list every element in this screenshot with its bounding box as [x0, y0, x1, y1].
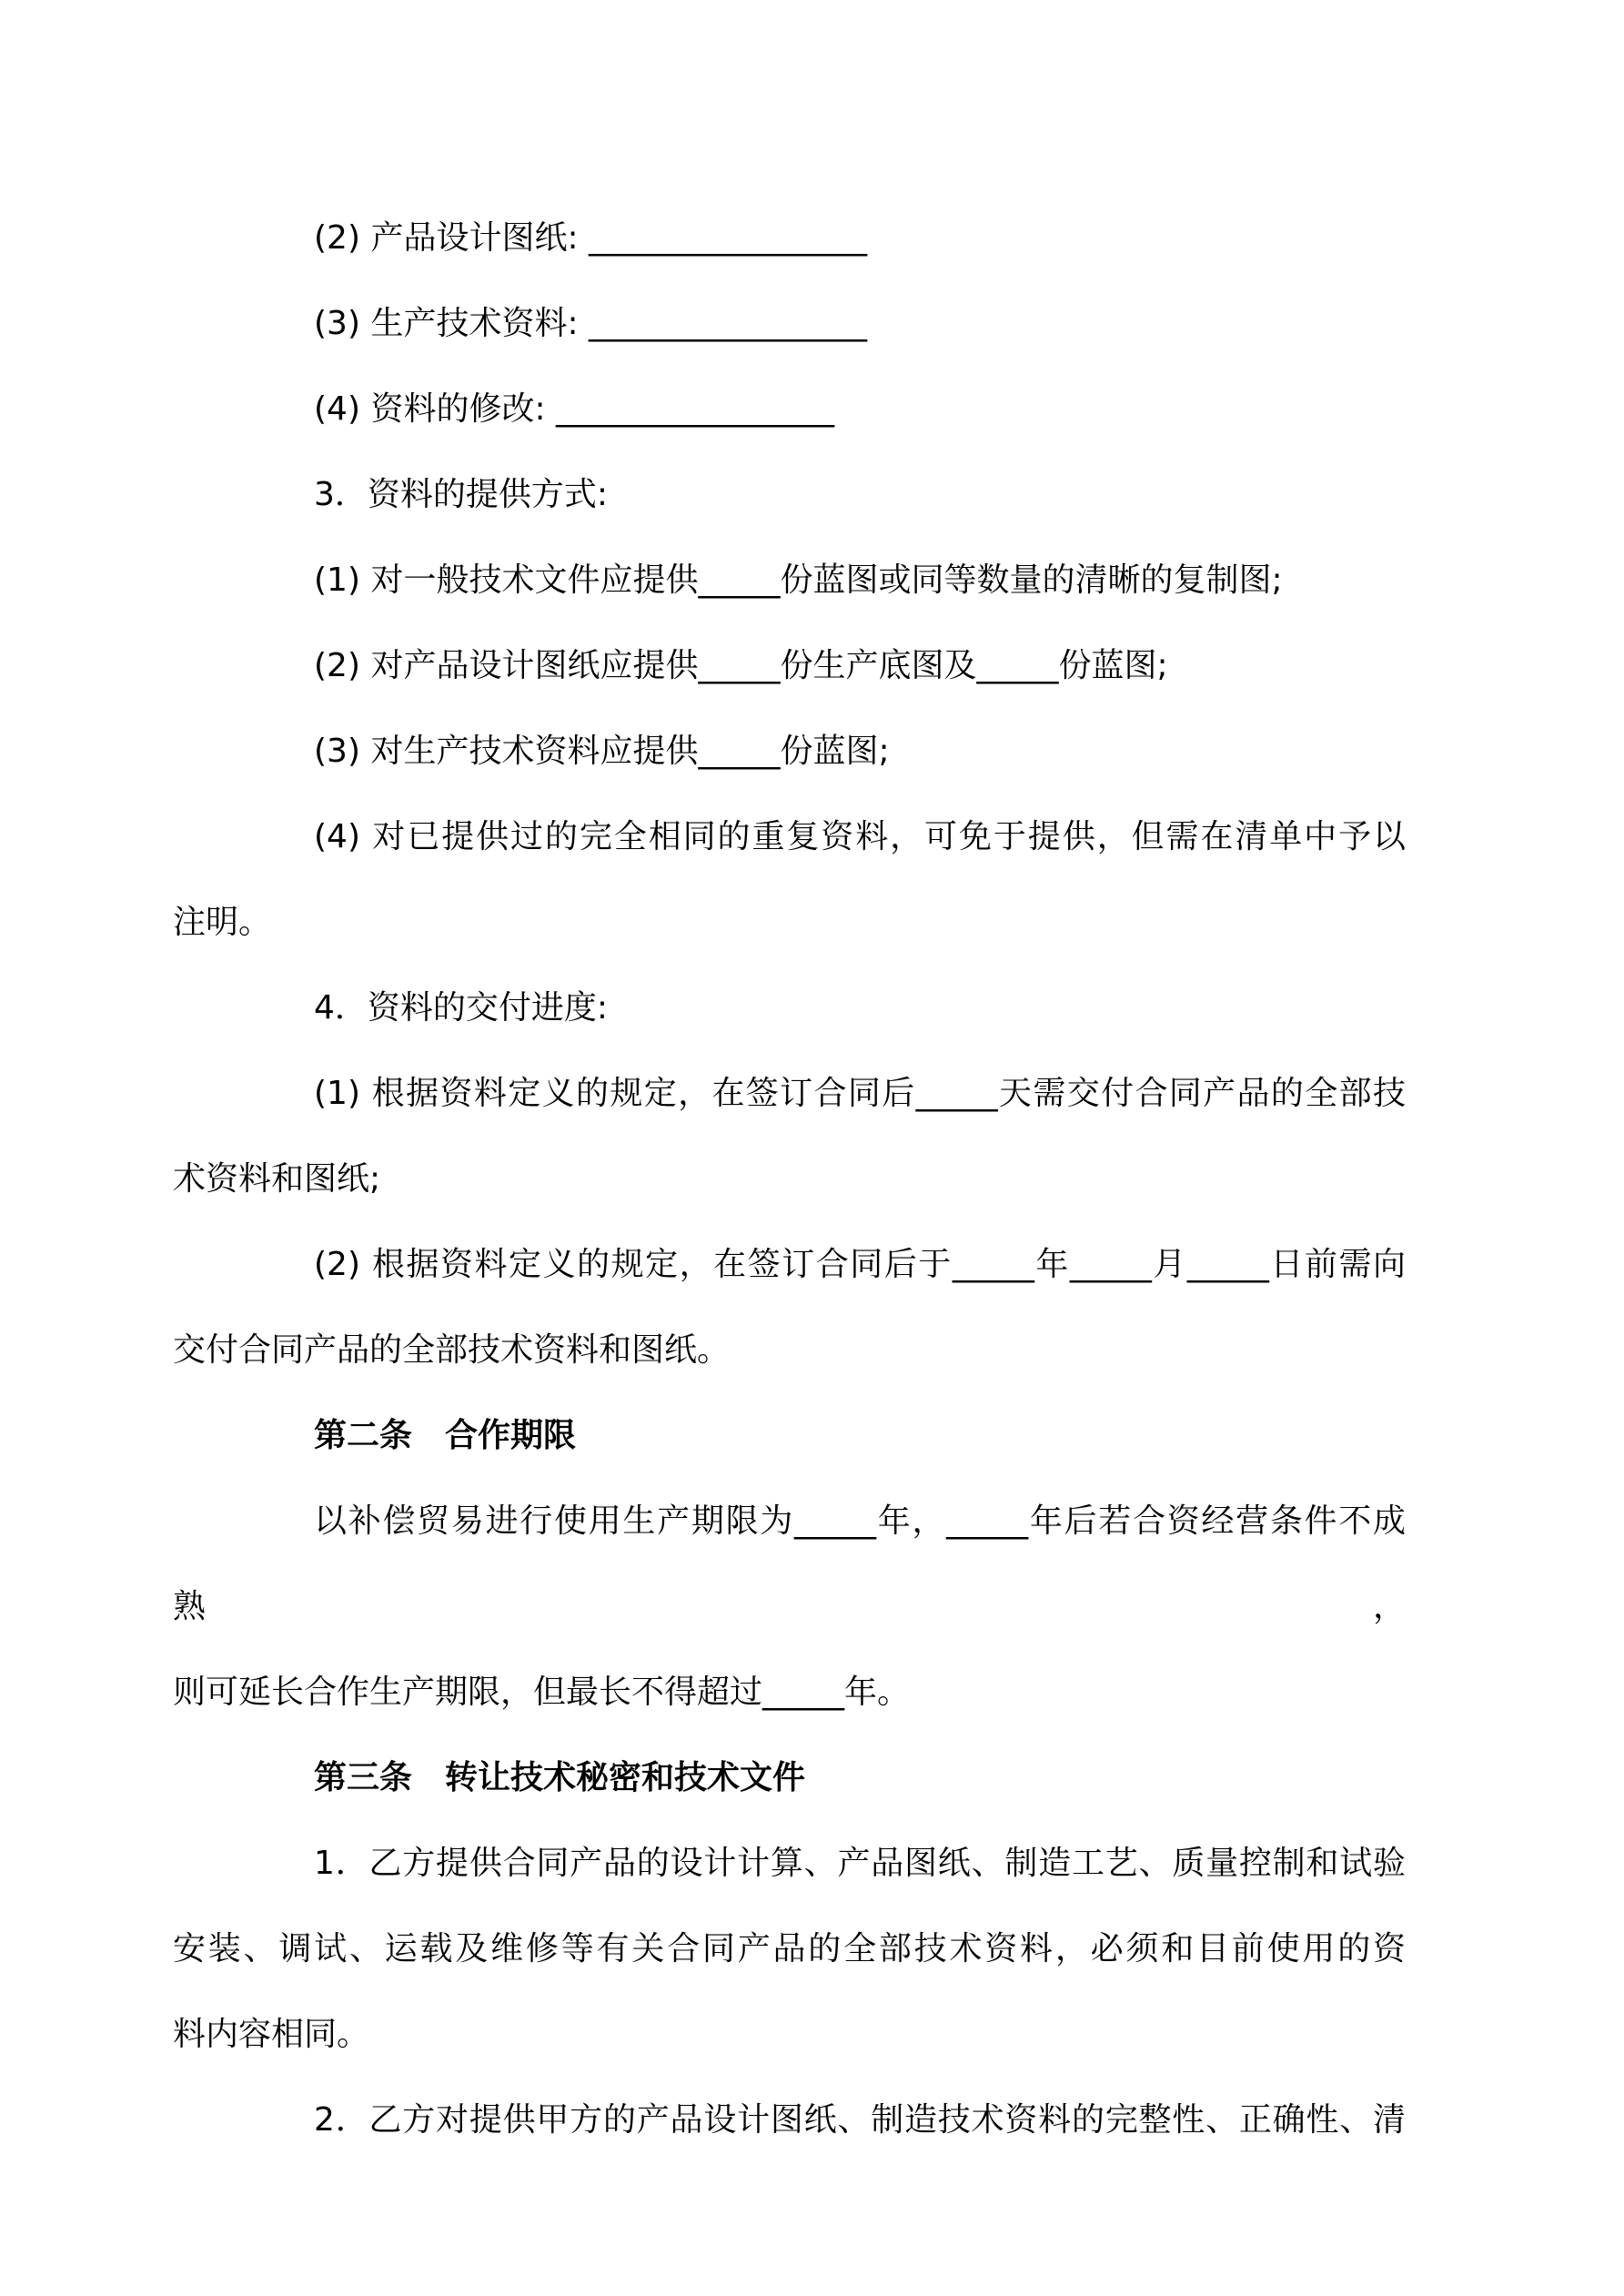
line-cont-delivery-days: 术资料和图纸;	[173, 1160, 381, 1198]
line-para-cooperation-term: 以补偿贸易进行使用生产期限为_____年，_____年后若合资经营条件不成熟，	[173, 1502, 1406, 1625]
line-clause-4-delivery-schedule: 4．资料的交付进度:	[314, 989, 609, 1027]
line-cont-party-b-provides: 安装、调试、运载及维修等有关合同产品的全部技术资料，必须和目前使用的资	[173, 1930, 1406, 1967]
line-cont-cooperation-term: 则可延长合作生产期限，但最长不得超过_____年。	[173, 1674, 911, 1711]
line-item-general-tech-documents: (1) 对一般技术文件应提供_____份蓝图或同等数量的清晰的复制图;	[314, 561, 1283, 599]
line-item-duplicate-data: (4) 对已提供过的完全相同的重复资料，可免于提供，但需在清单中予以	[314, 818, 1406, 855]
line-para-party-b-provides: 1．乙方提供合同产品的设计计算、产品图纸、制造工艺、质量控制和试验	[314, 1845, 1406, 1882]
line-item-delivery-days: (1) 根据资料定义的规定，在签订合同后_____天需交付合同产品的全部技	[314, 1075, 1406, 1112]
line-item-data-modification: (4) 资料的修改: _________________	[314, 390, 835, 428]
line-cont-duplicate-data: 注明。	[173, 904, 272, 941]
line-cont-delivery-date: 交付合同产品的全部技术资料和图纸。	[173, 1331, 731, 1369]
line-item-production-tech-data: (3) 生产技术资料: _________________	[314, 305, 868, 342]
heading-article-3-tech-transfer: 第三条 转让技术秘密和技术文件	[314, 1759, 806, 1796]
line-para-party-b-responsibility: 2．乙方对提供甲方的产品设计图纸、制造技术资料的完整性、正确性、清	[314, 2101, 1406, 2139]
line-item-delivery-date: (2) 根据资料定义的规定，在签订合同后于_____年_____月_____日前需向	[314, 1246, 1406, 1283]
line-item-production-blueprints: (3) 对生产技术资料应提供_____份蓝图;	[314, 733, 890, 770]
line-cont2-party-b-provides: 料内容相同。	[173, 2016, 370, 2053]
line-item-product-design-drawings: (2) 产品设计图纸: _________________	[314, 219, 868, 257]
line-clause-3-data-provision-method: 3．资料的提供方式:	[314, 476, 609, 513]
heading-article-2-cooperation-term: 第二条 合作期限	[314, 1417, 577, 1454]
line-item-design-blueprint-copies: (2) 对产品设计图纸应提供_____份生产底图及_____份蓝图;	[314, 647, 1168, 684]
